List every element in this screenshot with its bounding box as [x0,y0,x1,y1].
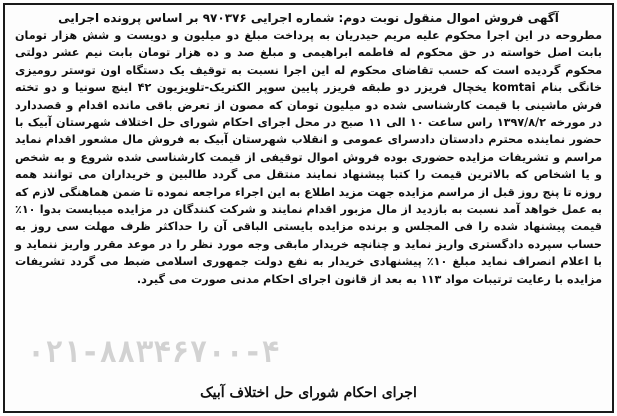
notice-body: مطروحه در این اجرا محکوم علیه مریم حیدریان به پرداخت مبلغ دو میلیون و دویست و شش هزار تومان بابت اصل خواسته در حق محکوم له فاطمه ابراهیمی و مبلغ صد و ده هزار تومان بابت نیم عشر دولتی محکوم گردیده است که حسب تقاضای محکوم له این اجرا نسبت به توقیف یک دستگاه اون توستر رومیزی خانگی بنام komtai یخچال فریزر دو طبقه فریزر پایین سوپر الکتریک-تلویزیون ۴۲ اینچ سونیا و دو تخته فرش ماشینی با قیمت کارشناسی شده دو میلیون تومان که مصون از تعرض باقی مانده اقدام و قصددارد در مورخه ۱۳۹۷/۸/۲ راس ساعت ۱۰ الی ۱۱ صبح در محل اجرای احکام شورای حل اختلاف شهرستان آبیک با حضور نماینده محترم دادستان دادسرای عمومی و انقلاب شهرستان آبیک به فروش مال مشعور اقدام نماید مراسم و تشریفات مزایده حضوری بوده فروش اموال توقیفی از قیمت کارشناسی شده شروع و به شخص و یا اشخاص که بالاترین قیمت را کتبا پیشنهاد نمایند منتقل می گردد طالبین و خریداران می توانند همه روزه تا پنج روز قبل از مراسم مزایده جهت مزید اطلاع به این اجراء مراجعه نموده تا ضمن هماهنگی لازم که به عمل خواهد آمد نسبت به بازدید از مال مزبور اقدام نمایند و شرکت کنندگان در مزایده میبایست بدوا ۱۰٪ قیمت پیشنهاد شده را فی المجلس و برنده مزایده بایستی الباقی آن را حداکثر ظرف مهلت سی روز به حساب سپرده دادگستری واریز نماید و چنانچه خریدار مابقی وجه مورد نظر را در موعد مقرر واریز ننماید و با اعلام انصراف نماید مبلغ ۱۰٪ پیشنهادی خریدار به نفع دولت جمهوری اسلامی ضبط می گردد تشریفات مزایده با رعایت ترتیبات مواد ۱۱۳ به بعد از قانون اجرای احکام مدنی صورت می گیرد. [15,29,603,286]
phone-watermark: ۰۲۱-۸۸۳۴۶۷۰۰-۴ [27,335,280,370]
notice-title: آگهی فروش اموال منقول نوبت دوم: شماره اجرایی ۹۷۰۳۷۶ بر اساس پرونده اجرایی [58,11,559,25]
legal-notice-clipping [3,3,614,413]
issuer-signature: اجرای احکام شورای حل اختلاف آبیک [200,385,417,401]
